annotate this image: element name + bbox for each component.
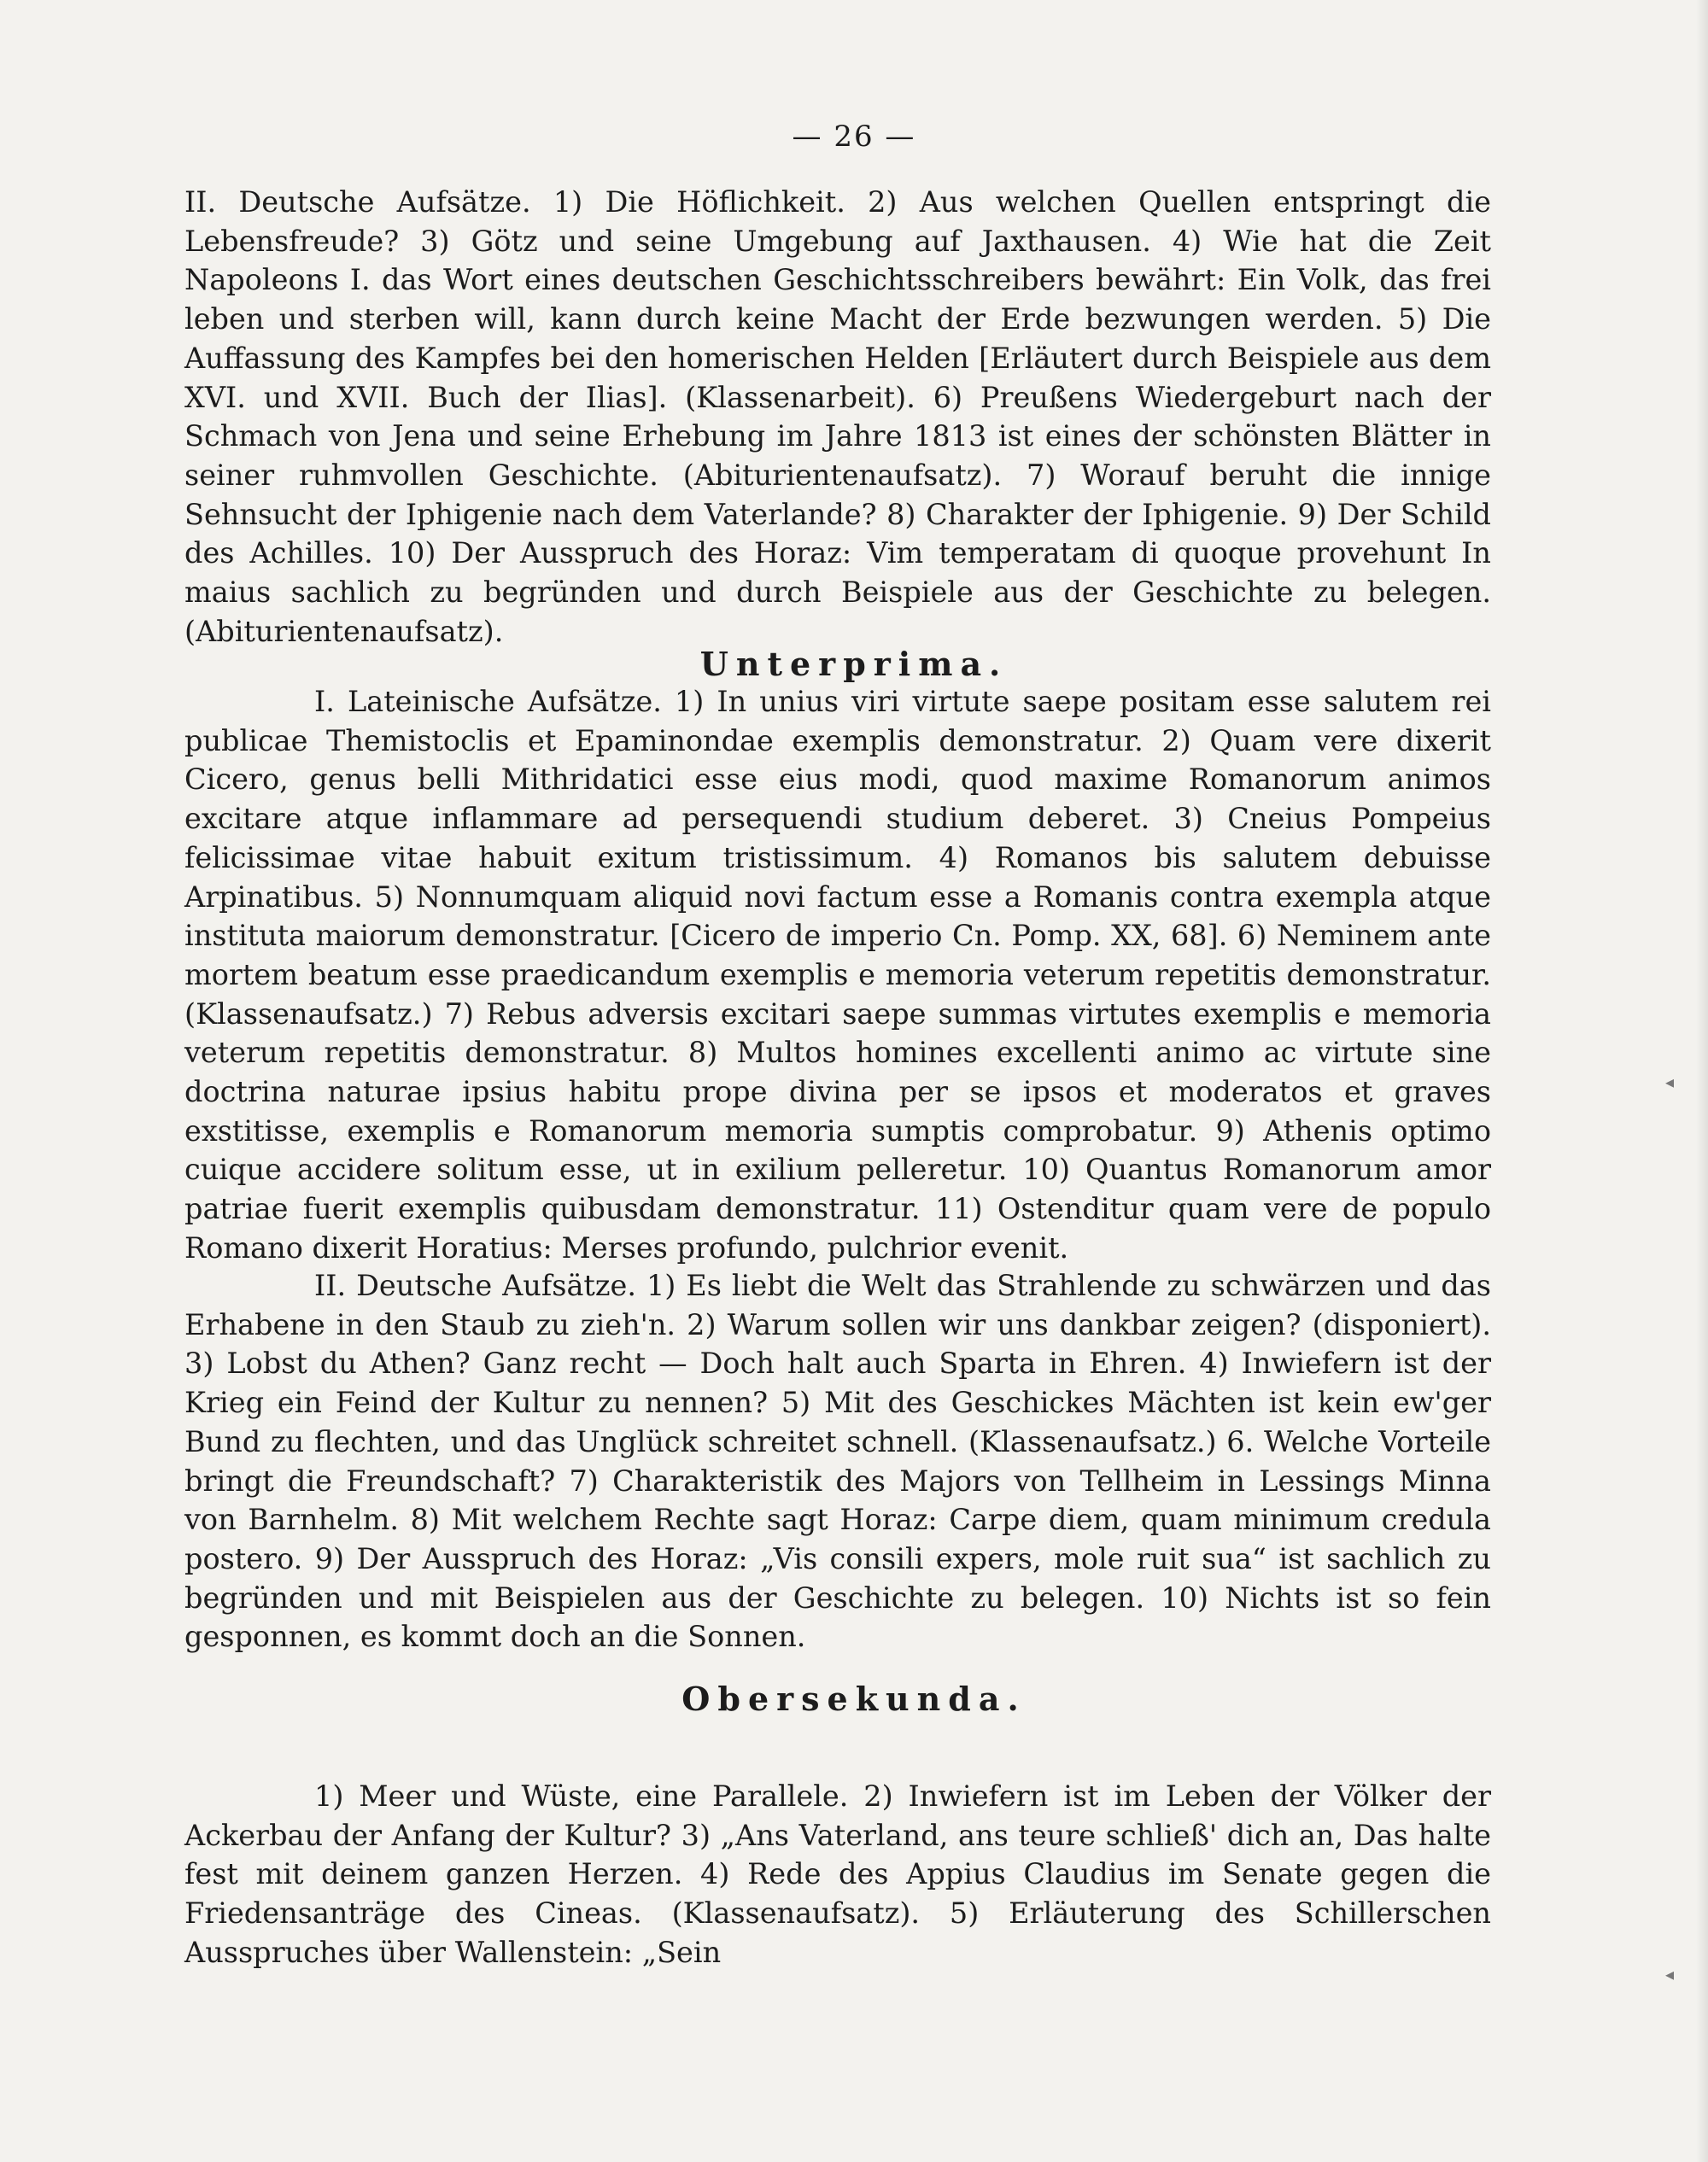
margin-scan-mark-icon: ◂	[1665, 1072, 1675, 1092]
prima-german-essays	[184, 183, 1491, 651]
unterprima-latin-essays	[184, 682, 1491, 1268]
obersekunda-essays	[184, 1777, 1491, 1972]
page-edge-shadow	[1696, 0, 1708, 2162]
paragraph-obersekunda: 1) Meer und Wüste, eine Parallele. 2) Inwiefern ist im Leben der Völker der Ackerbau der Anfang der Kultur? 3) „Ans Vaterland, ans teure schließ' dich an, Das halte fest mit deinem ganzen Herzen. 4) Rede des Appius Claudius im Senate gegen die Friedensanträge des Cineas. (Klassenaufsatz). 5) Erläuterung des Schillerschen Ausspruches über Wallenstein: „Sein	[184, 1779, 1491, 1969]
paragraph-unterprima-german: II. Deutsche Aufsätze. 1) Es liebt die Welt das Strahlende zu schwärzen und das Erhabene in den Staub zu zieh'n. 2) Warum sollen wir uns dankbar zeigen? (disponiert). 3) Lobst du Athen? Ganz recht — Doch halt auch Sparta in Ehren. 4) Inwiefern ist der Krieg ein Feind der Kultur zu nennen? 5) Mit des Geschickes Mächten ist kein ew'ger Bund zu flechten, und das Unglück schreitet schnell. (Klassenaufsatz.) 6. Welche Vorteile bringt die Freundschaft? 7) Charakteristik des Majors von Tellheim in Lessings Minna von Barnhelm. 8) Mit welchem Rechte sagt Horaz: Carpe diem, quam minimum credula postero. 9) Der Ausspruch des Horaz: „Vis consili expers, mole ruit sua“ ist sachlich zu begründen und mit Beispielen aus der Geschichte zu belegen. 10) Nichts ist so fein gesponnen, es kommt doch an die Sonnen.	[184, 1269, 1491, 1654]
heading-unterprima: Unterprima.	[699, 645, 1009, 683]
paragraph-prima-german: II. Deutsche Aufsätze. 1) Die Höflichkeit. 2) Aus welchen Quellen entspringt die Lebensfreude? 3) Götz und seine Umgebung auf Jaxthausen. 4) Wie hat die Zeit Napoleons I. das Wort eines deutschen Geschichtsschreibers bewährt: Ein Volk, das frei leben und sterben will, kann durch keine Macht der Erde bezwungen werden. 5) Die Auffassung des Kampfes bei den homerischen Helden [Erläutert durch Beispiele aus dem XVI. und XVII. Buch der Ilias]. (Klassenarbeit). 6) Preußens Wiedergeburt nach der Schmach von Jena und seine Erhebung im Jahre 1813 ist eines der schönsten Blätter in seiner ruhmvollen Geschichte. (Abiturientenaufsatz). 7) Worauf beruht die innige Sehnsucht der Iphigenie nach dem Vaterlande? 8) Charakter der Iphigenie. 9) Der Schild des Achilles. 10) Der Ausspruch des Horaz: Vim temperatam di quoque provehunt In maius sachlich zu begründen und durch Beispiele aus der Geschichte zu belegen. (Abiturientenaufsatz).	[184, 185, 1491, 648]
page-number: — 26 —	[792, 120, 916, 154]
heading-obersekunda: Obersekunda.	[681, 1680, 1027, 1718]
paragraph-unterprima-latin: I. Lateinische Aufsätze. 1) In unius viri virtute saepe positam esse salutem rei publicae Themistoclis et Epaminondae exemplis demonstratur. 2) Quam vere dixerit Cicero, genus belli Mithridatici esse eius modi, quod maxime Romanorum animos excitare atque inflammare ad persequendi studium deberet. 3) Cneius Pompeius felicissimae vitae habuit exitum tristissimum. 4) Romanos bis salutem debuisse Arpinatibus. 5) Nonnumquam aliquid novi factum esse a Romanis contra exempla atque instituta maiorum demonstratur. [Cicero de imperio Cn. Pomp. XX, 68]. 6) Neminem ante mortem beatum esse praedicandum exemplis e memoria veterum repetitis demonstratur. (Klassenaufsatz.) 7) Rebus adversis excitari saepe summas virtutes exemplis e memoria veterum repetitis demonstratur. 8) Multos homines excellenti animo ac virtute sine doctrina naturae ipsius habitu prope divina per se ipsos et moderatos et graves exstitisse, exemplis e Romanorum memoria sumptis comprobatur. 9) Athenis optimo cuique accidere solitum esse, ut in exilium pelleretur. 10) Quantus Romanorum amor patriae fuerit exemplis quibusdam demonstratur. 11) Ostenditur quam vere de populo Romano dixerit Horatius: Merses profundo, pulchrior evenit.	[184, 685, 1491, 1265]
margin-scan-mark-icon: ◂	[1665, 1964, 1675, 1984]
unterprima-german-essays	[184, 1266, 1491, 1657]
